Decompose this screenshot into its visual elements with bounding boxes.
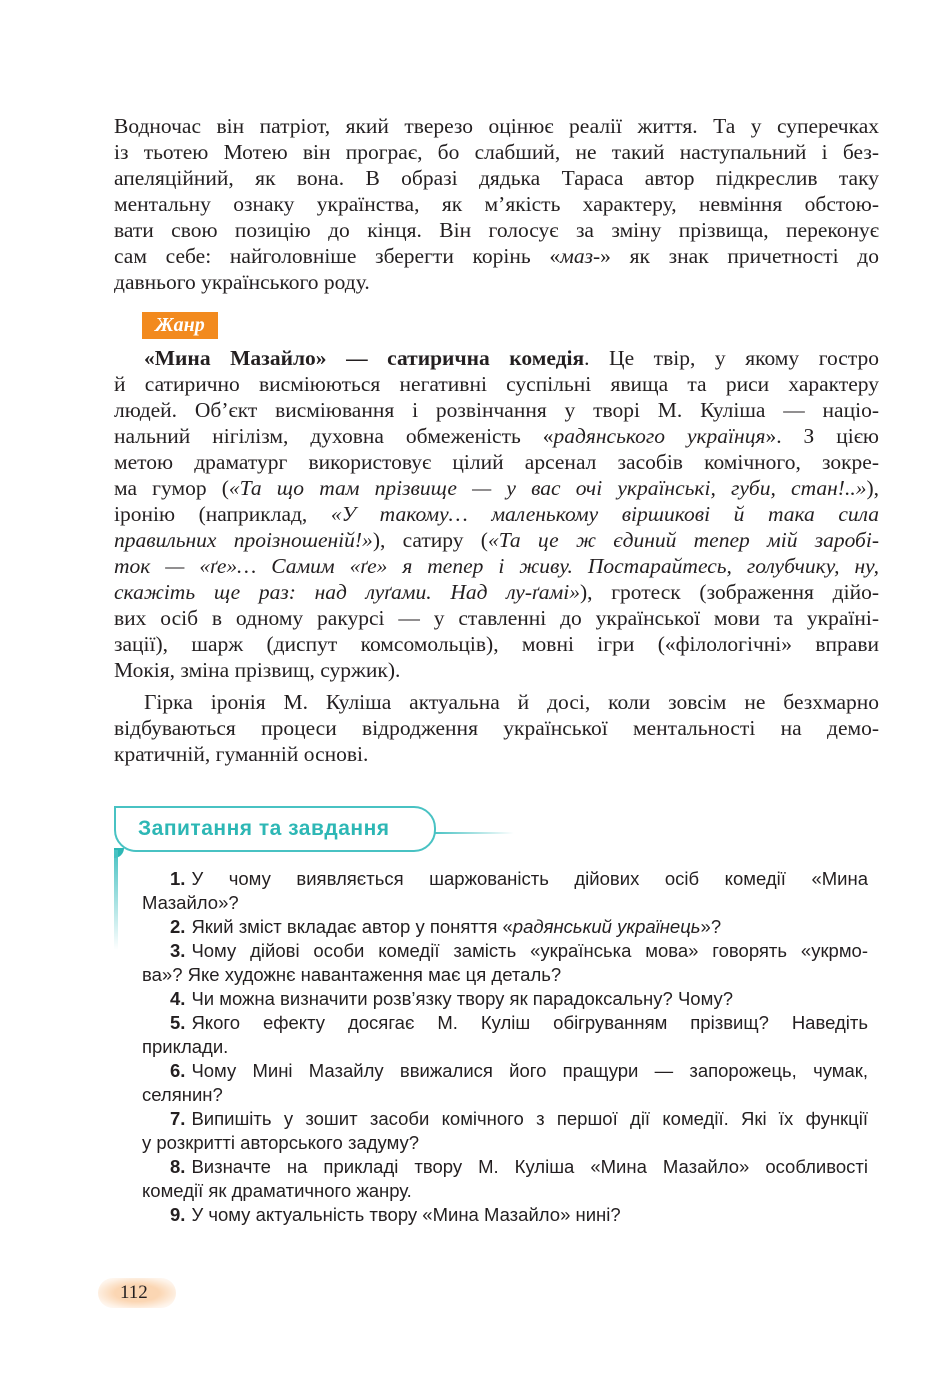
question-line: Мазайло»? (142, 892, 239, 913)
text-line: зації), шарж (диспут комсомольців), мовні ігри («філологічні» вправи (114, 632, 879, 656)
intro-paragraph (114, 113, 879, 295)
questions-title: Запитання та завдання (138, 817, 390, 840)
question-line: 6. Чому Мині Мазайлу ввижалися його пращури — запорожець, чумак, (170, 1060, 868, 1081)
question-9 (142, 1203, 868, 1227)
text-line: ток — «ґе»… Самим «ґе» я тепер і живу. Постарайтесь, голубчику, ну, (114, 554, 879, 578)
question-line: 8. Визначте на прикладі твору М. Куліша «Мина Мазайло» особливості (170, 1156, 868, 1177)
text-line: Гірка іронія М. Куліша актуальна й досі, коли зовсім не безхмарно (144, 690, 879, 714)
question-line: приклади. (142, 1036, 229, 1057)
genre-paragraph-2 (114, 689, 879, 767)
text-line: апеляційний, як вона. В образі дядька Тараса автор підкреслив таку (114, 166, 879, 190)
question-5 (142, 1011, 868, 1059)
question-4 (142, 987, 868, 1011)
question-3 (142, 939, 868, 987)
text-line: людей. Об’єкт висміювання і розвінчання у творі М. Куліша — націо- (114, 398, 879, 422)
question-line: 1. У чому виявляється шаржованість дійових осіб комедії «Мина (170, 868, 868, 889)
page-number: 112 (98, 1278, 176, 1308)
text-line: правильних проізношеній!»), сатиру («Та це ж єдиний тепер мій заробі- (114, 528, 879, 552)
questions-side-rule (114, 850, 118, 950)
text-line: Водночас він патріот, який тверезо оцінює реалії життя. Та у суперечках (114, 114, 879, 138)
text-line: іронію (наприклад, «У такому… маленькому віршикові й така сила (114, 502, 880, 526)
text-line: Мокія, зміна прізвищ, суржик). (114, 658, 401, 682)
text-line: сам себе: найголовніше зберегти корінь «маз-» як знак причетності до (114, 244, 879, 268)
text-line: ма гумор («Та що там прізвище — у вас очі українські, губи, стан!..»), (114, 476, 879, 500)
question-line: селянин? (142, 1084, 223, 1105)
text-line: скажіть ще раз: над луґами. Над лу-ґамі»), гротеск (зображення дійо- (114, 580, 879, 604)
question-1 (142, 867, 868, 915)
text-line: вати свою позицію до кінця. Він голосує за зміну прізвища, переконує (114, 218, 879, 242)
question-line: 5. Якого ефекту досягає М. Куліш обігруванням прізвищ? Наведіть (170, 1012, 868, 1033)
text-line: відбуваються процеси відродження української ментальності на демо- (114, 716, 879, 740)
question-line: ва»? Яке художнє навантаження має ця деталь? (142, 964, 562, 985)
genre-paragraph (114, 345, 879, 683)
question-line: 9. У чому актуальність твору «Мина Мазайло» нині? (170, 1204, 621, 1225)
question-line: 7. Випишіть у зошит засоби комічного з першої дії комедії. Які їх функції (170, 1108, 868, 1129)
question-6 (142, 1059, 868, 1107)
questions-header (114, 806, 436, 852)
text-line: кратичній, гуманній основі. (114, 742, 369, 766)
text-line: із тьотею Мотею він програє, бо слабший, не такий наступальний і без- (114, 140, 879, 164)
question-line: 4. Чи можна визначити розв’язку твору як парадоксальну? Чому? (170, 988, 734, 1009)
question-line: 3. Чому дійові особи комедії замість «українська мова» говорять «укрмо- (170, 940, 868, 961)
text-line: нальний нігілізм, духовна обмеженість «радянського українця». З цією (114, 424, 879, 448)
text-line: метою драматург використовує цілий арсенал засобів комічного, зокре- (114, 450, 879, 474)
genre-tag: Жанр (142, 312, 218, 339)
question-7 (142, 1107, 868, 1155)
text-line: й сатирично висміюються негативні суспільні явища та риси характеру (114, 372, 879, 396)
question-line: у розкритті авторського задуму? (142, 1132, 420, 1153)
text-line: «Мина Мазайло» — сатирична комедія. Це твір, у якому гостро (144, 346, 879, 370)
text-line: давнього українського роду. (114, 270, 370, 294)
question-2 (142, 915, 868, 939)
text-line: ментальну ознаку українства, як м’якість характеру, невміння обстою- (114, 192, 879, 216)
text-line: вих осіб в одному ракурсі — у ставленні до української мови та україні- (114, 606, 879, 630)
question-line: 2. Який зміст вкладає автор у поняття «радянський українець»? (170, 916, 722, 937)
question-line: комедії як драматичного жанру. (142, 1180, 412, 1201)
question-8 (142, 1155, 868, 1203)
header-rule (434, 832, 514, 834)
